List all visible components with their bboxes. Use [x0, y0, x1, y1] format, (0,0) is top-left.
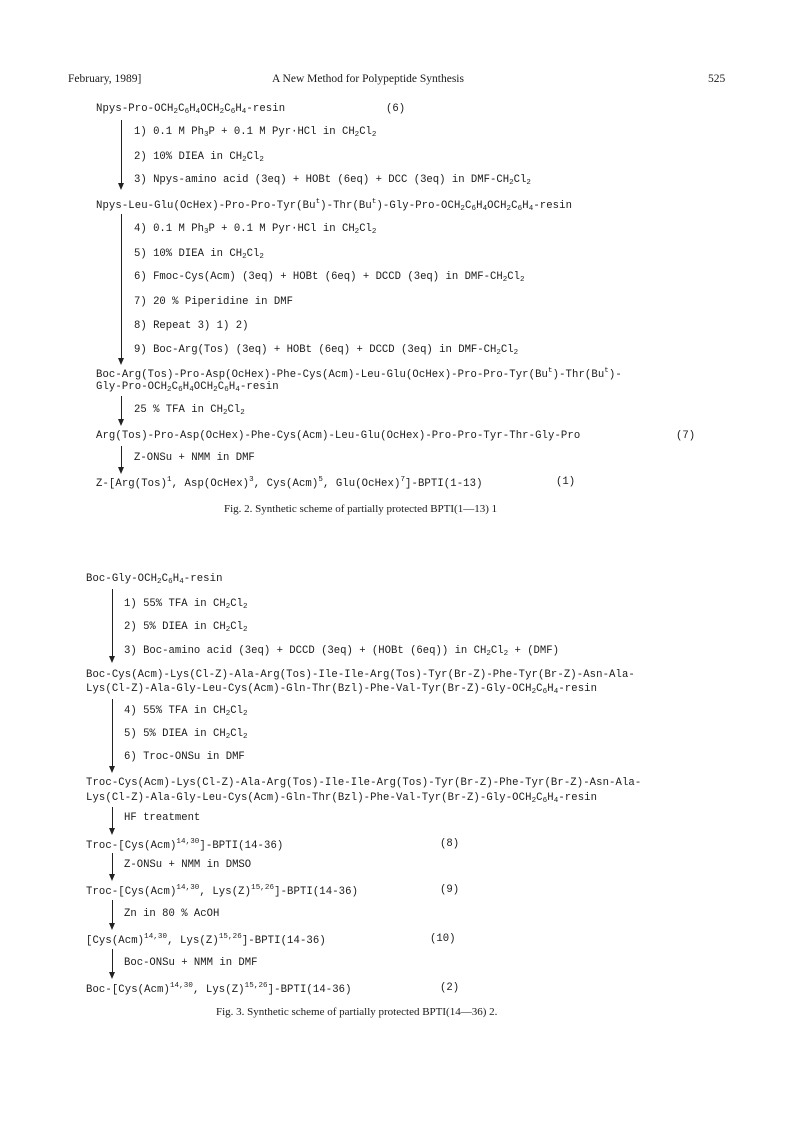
reaction-arrow-shaft	[112, 699, 113, 767]
reaction-arrowhead	[118, 419, 124, 426]
reaction-arrowhead	[118, 358, 124, 365]
step-zonsu-dmso: Z-ONSu + NMM in DMSO	[124, 859, 252, 871]
reaction-arrowhead	[109, 923, 115, 930]
compound-7: Arg(Tos)-Pro-Asp(OcHex)-Phe-Cys(Acm)-Leu-Glu(OcHex)-Pro-Pro-Tyr-Thr-Gly-Pro	[96, 430, 581, 442]
step-3: 3) Npys-amino acid (3eq) + HOBt (6eq) + DCC (3eq) in DMF-CH2Cl2	[134, 174, 531, 187]
reaction-arrowhead	[109, 828, 115, 835]
compound-7-number: (7)	[676, 430, 696, 442]
step-tfa: 25 % TFA in CH2Cl2	[134, 404, 245, 417]
step-2: 2) 10% DIEA in CH2Cl2	[134, 151, 264, 164]
compound-8: Troc-[Cys(Acm)$^{14,30}$]-BPTI(14-36)	[86, 838, 284, 852]
step-4: 4) 55% TFA in CH2Cl2	[124, 705, 248, 718]
step-5: 5) 10% DIEA in CH2Cl2	[134, 248, 264, 261]
step-6: 6) Troc-ONSu in DMF	[124, 751, 245, 763]
reaction-arrow-shaft	[121, 214, 122, 359]
compound-8-number: (8)	[440, 838, 460, 850]
troc-peptide-line-2: Lys(Cl-Z)-Ala-Gly-Leu-Cys(Acm)-Gln-Thr(Bzl)-Phe-Val-Tyr(Br-Z)-Gly-OCH2C6H4-resin	[86, 792, 598, 805]
resin-peptide-line-2: Lys(Cl-Z)-Ala-Gly-Leu-Cys(Acm)-Gln-Thr(Bzl)-Phe-Val-Tyr(Br-Z)-Gly-OCH2C6H4-resin	[86, 683, 598, 696]
step-8: 8) Repeat 3) 1) 2)	[134, 320, 249, 332]
compound-1: Z-[Arg(Tos)$^1$, Asp(OcHex)$^3$, Cys(Acm)$^5$, Glu(OcHex)$^7$]-BPTI(1-13)	[96, 476, 483, 490]
reaction-arrow-shaft	[112, 589, 113, 657]
running-head-left: February, 1989]	[68, 73, 142, 85]
step-1: 1) 55% TFA in CH2Cl2	[124, 598, 248, 611]
reaction-arrowhead	[109, 972, 115, 979]
step-zn: Zn in 80 % AcOH	[124, 908, 220, 920]
reaction-arrow-shaft	[112, 900, 113, 924]
step-zonsu: Z-ONSu + NMM in DMF	[134, 452, 255, 464]
figure-3-caption: Fig. 3. Synthetic scheme of partially protected BPTI(14—36) 2.	[216, 1006, 498, 1018]
reaction-arrow-shaft	[121, 446, 122, 468]
step-1: 1) 0.1 M Ph3P + 0.1 M Pyr·HCl in CH2Cl2	[134, 126, 377, 139]
step-9: 9) Boc-Arg(Tos) (3eq) + HOBt (6eq) + DCCD (3eq) in DMF-CH2Cl2	[134, 344, 519, 357]
reaction-arrowhead	[109, 656, 115, 663]
reaction-arrowhead	[109, 874, 115, 881]
step-2: 2) 5% DIEA in CH2Cl2	[124, 621, 248, 634]
compound-2: Boc-[Cys(Acm)$^{14,30}$, $Lys(Z)^{15,26}]-BPTI(14-36)$	[86, 982, 352, 996]
intermediate-peptide: Npys-Leu-Glu(OcHex)-Pro-Pro-Tyr(Bu$^t$)-Thr(Bu$^t$)-Gly-Pro-OCH2C6H4OCH2C6H4-resin	[96, 198, 573, 213]
reaction-arrowhead	[118, 467, 124, 474]
reaction-arrow-shaft	[112, 949, 113, 973]
reaction-arrow-shaft	[121, 396, 122, 420]
compound-10: [Cys(Acm)$^{14,30}$, $Lys(Z)^{15,26}]-BPTI(14-36)$	[86, 933, 326, 947]
step-6: 6) Fmoc-Cys(Acm) (3eq) + HOBt (6eq) + DCCD (3eq) in DMF-CH2Cl2	[134, 271, 525, 284]
troc-peptide-line-1: Troc-Cys(Acm)-Lys(Cl-Z)-Ala-Arg(Tos)-Ile-Ile-Arg(Tos)-Tyr(Br-Z)-Phe-Tyr(Br-Z)-Asn-Ala-	[86, 777, 642, 789]
step-5: 5) 5% DIEA in CH2Cl2	[124, 728, 248, 741]
protected-peptide-line-2: Gly-Pro-OCH2C6H4OCH2C6H4-resin	[96, 381, 279, 394]
compound-10-number: (10)	[430, 933, 456, 945]
step-hf: HF treatment	[124, 812, 201, 824]
protected-peptide-line-1: Boc-Arg(Tos)-Pro-Asp(OcHex)-Phe-Cys(Acm)-Leu-Glu(OcHex)-Pro-Pro-Tyr(Bu$^t$)-Thr(Bu$^t$)-	[96, 367, 622, 381]
step-3: 3) Boc-amino acid (3eq) + DCCD (3eq) + (HOBt (6eq)) in CH2Cl2 + (DMF)	[124, 645, 559, 658]
compound-2-number: (2)	[440, 982, 460, 994]
figure-2-caption: Fig. 2. Synthetic scheme of partially protected BPTI(1—13) 1	[224, 503, 498, 515]
compound-9-number: (9)	[440, 884, 460, 896]
compound-1-number: (1)	[556, 476, 576, 488]
resin-start: Boc-Gly-OCH2C6H4-resin	[86, 573, 223, 586]
running-head-title: A New Method for Polypeptide Synthesis	[272, 73, 464, 85]
reaction-arrow-shaft	[112, 807, 113, 829]
page-number: 525	[708, 73, 726, 85]
step-boc-onsu: Boc-ONSu + NMM in DMF	[124, 957, 258, 969]
reaction-arrow-shaft	[112, 853, 113, 875]
step-7: 7) 20 % Piperidine in DMF	[134, 296, 293, 308]
compound-9: Troc-[Cys(Acm)$^{14,30}$, $Lys(Z)^{15,26}]-BPTI(14-36)$	[86, 884, 359, 898]
compound-6: Npys-Pro-OCH2C6H4OCH2C6H4-resin	[96, 103, 286, 116]
compound-6-number: (6)	[386, 103, 406, 115]
step-4: 4) 0.1 M Ph3P + 0.1 M Pyr·HCl in CH2Cl2	[134, 223, 377, 236]
resin-peptide-line-1: Boc-Cys(Acm)-Lys(Cl-Z)-Ala-Arg(Tos)-Ile-Ile-Arg(Tos)-Tyr(Br-Z)-Phe-Tyr(Br-Z)-Asn-Ala-	[86, 669, 635, 681]
reaction-arrowhead	[118, 183, 124, 190]
reaction-arrow-shaft	[121, 120, 122, 184]
reaction-arrowhead	[109, 766, 115, 773]
